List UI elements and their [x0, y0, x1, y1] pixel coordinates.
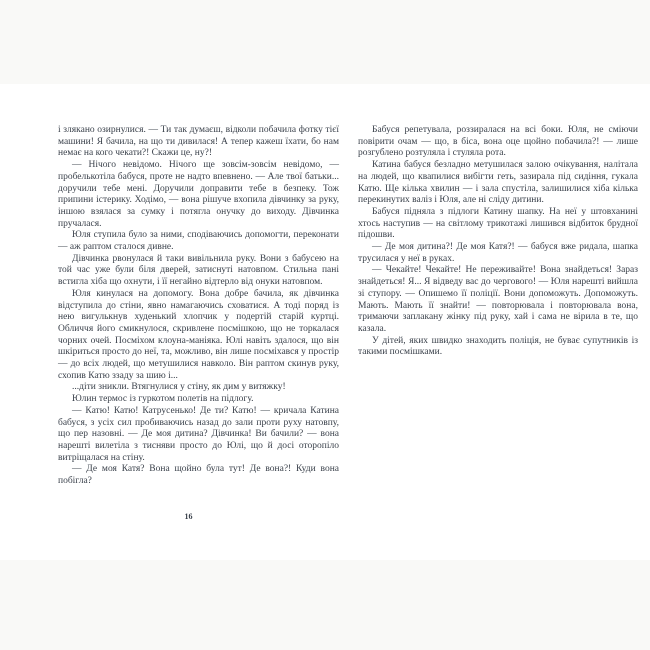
- paragraph: Дівчинка рвонулася й таки вивільнила руку. Вони з бабусею на той час уже були біля дверей, затиснуті натовпом. Стильна пані встигла хіба що охнути, і її негайно відтерло від онуки натовпом.: [58, 253, 339, 288]
- paragraph: Юля ступила було за ними, сподіваючись допомогти, переконати — аж раптом сталося дивне.: [58, 230, 339, 253]
- paragraph: — Де моя Катя? Вона щойно була тут! Де вона?! Куди вона побігла?: [58, 464, 339, 487]
- paragraph: ...діти зникли. Втягнулися у стіну, як дим у витяжку!: [72, 382, 286, 393]
- left-page-text: [58, 125, 339, 488]
- page-spread: [0, 84, 650, 560]
- paragraph: і злякано озирнулися. — Ти так думаєш, відколи побачила фотку тієї машини! Я бачила, на що ти дивилася! А тепер кажеш їхати, бо нам немає на кого чекати?! Скажи це, ну?!: [58, 125, 339, 159]
- paragraph: Бабуся підняла з підлоги Катину шапку. На неї у штовханині хтось наступив — на світлому трикотажі лишився відбиток брудної підошви.: [358, 206, 638, 241]
- left-page-number: 16: [184, 512, 193, 521]
- paragraph: Катина бабуся безладно метушилася залою очікування, налітала на людей, що квапилися вибігти геть, зазирала під сидіння, гукала Катю. Ще кілька хвилин — і зала спустіла, залишилися хіба кілька перекинутих валіз і Юля, але ні сліду дитини.: [358, 160, 638, 206]
- paragraph: — Катю! Катю! Катрусенько! Де ти? Катю! — кричала Катина бабуся, з усіх сил пробиваючись назад до зали проти руху натовпу, що пер назовні. — Де моя дитина? Дівчинка! Ви бачили? — вона нарешті вилетіла з тисняви просто до Юлі, що й досі оторопіло витріщалася на стіну.: [58, 405, 339, 463]
- paragraph: Юлин термос із гуркотом полетів на підлогу.: [72, 394, 254, 405]
- paragraph: У дітей, яких швидко знаходить поліція, не буває супутників із такими посмішками.: [358, 335, 638, 358]
- right-page-text: [358, 125, 638, 359]
- paragraph: — Нічого невідомо. Нічого ще зовсім-зовсім невідомо, — пробелькотіла бабуся, проте не надто впевнено. — Але твої батьки... доручили тебе мені. Доручили доправити тебе в безпеку. Тож припини істерику. Ходімо, — вона рішуче вхопила дівчинку за руку, іншою взялася за сумку і потягла онучку до виходу. Дівчинка пручалася.: [58, 160, 339, 229]
- paragraph: Бабуся репетувала, роззиралася на всі боки. Юля, не сміючи повірити очам — що, в біса, вона оце щойно побачила?! — лише розгублено розтуляла і стуляла рота.: [358, 125, 638, 159]
- paragraph: Юля кинулася на допомогу. Вона добре бачила, як дівчинка відступила до стіни, явно намагаючись сховатися. А тоді поряд із нею вигулькнув худенький хлопчик у подертій старій куртці. Обличчя його смикнулося, скривлене посмішкою, що не торкалася чорних очей. Посміхом клоуна-маніяка. Юлі навіть здалося, що він шкіриться просто до неї, та, можливо, він лише посміхався у простір — до всіх людей, що метушилися навколо. Він раптом скинув руку, схопив Катю ззаду за шию і...: [58, 288, 339, 381]
- paragraph: — Де моя дитина?! Де моя Катя?! — бабуся вже ридала, шапка трусилася у неї в руках.: [358, 242, 638, 264]
- paragraph: — Чекайте! Чекайте! Не переживайте! Вона знайдеться! Зараз знайдеться! Я... Я відведу вас до чергового! — Юля нарешті вийшла зі ступору. — Опишемо її поліції. Вони допоможуть. Допоможуть. Мають. Мають її знайти! — повторювала і повторювала вона, тримаючи заплакану жінку під руку, хай і сама не вірила в те, що казала.: [358, 265, 638, 334]
